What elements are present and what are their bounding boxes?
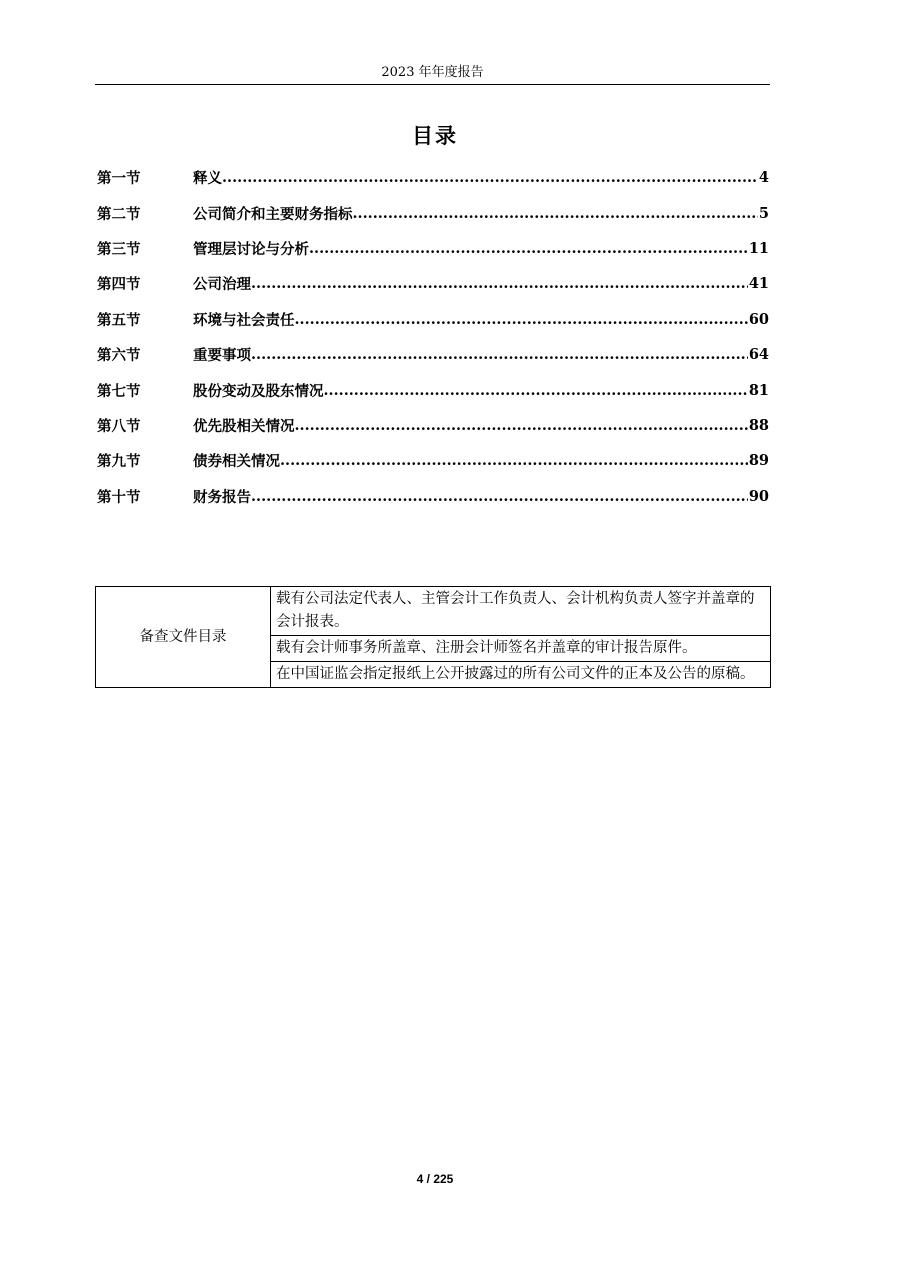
toc-entry[interactable]	[97, 195, 769, 230]
toc-entry[interactable]	[97, 231, 769, 266]
toc-dot-leader	[353, 205, 758, 222]
toc-section-title: 环境与社会责任	[193, 311, 295, 329]
toc-section-title: 股份变动及股东情况	[193, 382, 324, 400]
toc-entry[interactable]	[97, 443, 769, 478]
toc-entry[interactable]	[97, 337, 769, 372]
toc-page-number: 64	[748, 346, 769, 364]
toc-dot-leader	[251, 275, 748, 292]
toc-entry[interactable]	[97, 372, 769, 407]
toc-page-number: 5	[758, 204, 769, 222]
toc-section-number: 第七节	[97, 382, 141, 400]
toc-page-number: 60	[748, 310, 769, 328]
toc-section-number: 第九节	[97, 453, 141, 471]
toc-section-title: 公司简介和主要财务指标	[193, 205, 353, 223]
toc-page-number: 90	[748, 487, 769, 505]
toc-page-number: 41	[748, 275, 769, 293]
toc-dot-leader	[309, 240, 748, 257]
toc-page-number: 11	[748, 239, 769, 257]
toc-dot-leader	[295, 311, 748, 328]
toc-page-number: 4	[758, 169, 769, 187]
toc-section-title: 财务报告	[193, 488, 251, 506]
toc-page-number: 81	[748, 381, 769, 399]
toc-page-number: 88	[748, 416, 769, 434]
toc-section-number: 第二节	[97, 205, 141, 223]
table-row	[96, 587, 771, 636]
toc-section-title: 公司治理	[193, 276, 251, 294]
toc-section-title: 优先股相关情况	[193, 417, 295, 435]
toc-dot-leader	[222, 169, 758, 186]
reference-document-item: 在中国证监会指定报纸上公开披露过的所有公司文件的正本及公告的原稿。	[271, 662, 771, 688]
page-number: 4 / 225	[416, 1172, 454, 1186]
toc-section-title: 管理层讨论与分析	[193, 240, 309, 258]
toc-section-number: 第三节	[97, 240, 141, 258]
reference-document-item: 载有公司法定代表人、主管会计工作负责人、会计机构负责人签字并盖章的会计报表。	[271, 587, 771, 636]
toc-section-number: 第六节	[97, 347, 141, 365]
toc-entry[interactable]	[97, 160, 769, 195]
reference-documents-label: 备查文件目录	[96, 587, 271, 688]
toc-section-number: 第十节	[97, 488, 141, 506]
toc-dot-leader	[251, 488, 748, 505]
toc-entry[interactable]	[97, 266, 769, 301]
toc-section-title: 释义	[193, 170, 222, 188]
reference-documents-table	[95, 586, 771, 688]
toc-dot-leader	[251, 346, 748, 363]
reference-document-item: 载有会计师事务所盖章、注册会计师签名并盖章的审计报告原件。	[271, 636, 771, 662]
toc-page-number: 89	[748, 452, 769, 470]
toc-section-title: 重要事项	[193, 347, 251, 365]
running-header: 2023 年年度报告	[381, 65, 484, 80]
page-title: 目录	[412, 123, 458, 148]
toc-section-number: 第八节	[97, 417, 141, 435]
toc-entry[interactable]	[97, 302, 769, 337]
toc-entry[interactable]	[97, 479, 769, 514]
header-rule	[95, 84, 770, 85]
toc-entry[interactable]	[97, 408, 769, 443]
toc-section-number: 第一节	[97, 170, 141, 188]
toc-section-number: 第四节	[97, 276, 141, 294]
toc-dot-leader	[324, 382, 748, 399]
toc-section-number: 第五节	[97, 311, 141, 329]
toc-section-title: 债券相关情况	[193, 453, 280, 471]
toc-dot-leader	[280, 452, 748, 469]
table-of-contents	[97, 160, 769, 514]
toc-dot-leader	[295, 417, 748, 434]
